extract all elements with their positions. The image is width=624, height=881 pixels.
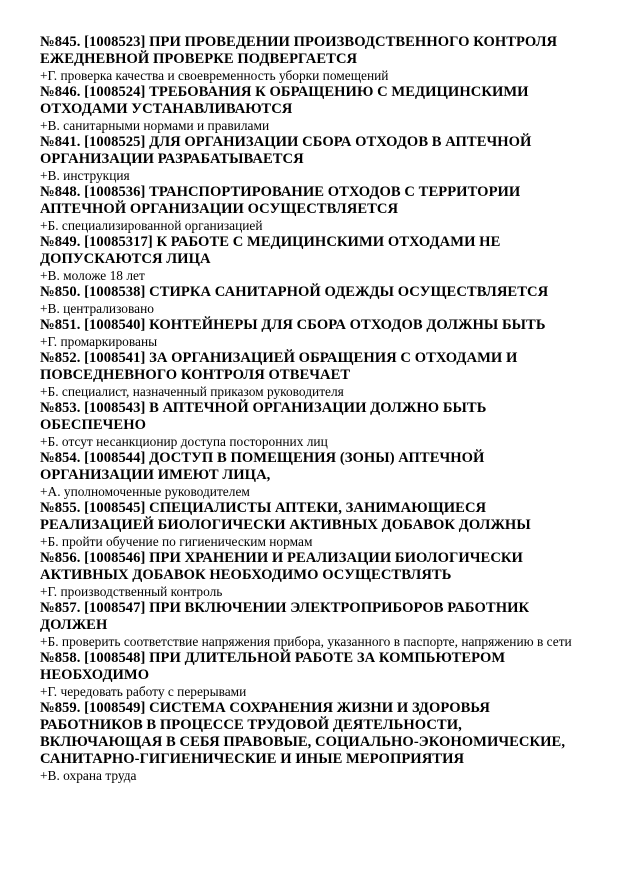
- question-item: [40, 284, 584, 317]
- answer-text: +В. централизовано: [40, 301, 154, 316]
- question-text: №850. [1008538] СТИРКА САНИТАРНОЙ ОДЕЖДЫ ОСУЩЕСТВЛЯЕТСЯ: [40, 284, 549, 300]
- answer-text: +В. моложе 18 лет: [40, 268, 145, 283]
- question-item: [40, 650, 584, 700]
- question-text: №845. [1008523] ПРИ ПРОВЕДЕНИИ ПРОИЗВОДСТВЕННОГО КОНТРОЛЯ ЕЖЕДНЕВНОЙ ПРОВЕРКЕ ПОДВЕРГАЕТСЯ: [40, 34, 558, 67]
- answer-text: +Б. специализированной организацией: [40, 218, 263, 233]
- answer-text: +Б. специалист, назначенный приказом руководителя: [40, 384, 344, 399]
- question-text: №854. [1008544] ДОСТУП В ПОМЕЩЕНИЯ (ЗОНЫ) АПТЕЧНОЙ ОРГАНИЗАЦИИ ИМЕЮТ ЛИЦА,: [40, 450, 485, 483]
- question-text: №841. [1008525] ДЛЯ ОРГАНИЗАЦИИ СБОРА ОТХОДОВ В АПТЕЧНОЙ ОРГАНИЗАЦИИ РАЗРАБАТЫВАЕТСЯ: [40, 134, 532, 167]
- question-item: [40, 550, 584, 600]
- answer-text: +Г. проверка качества и своевременность уборки помещений: [40, 68, 389, 83]
- question-text: №853. [1008543] В АПТЕЧНОЙ ОРГАНИЗАЦИИ ДОЛЖНО БЫТЬ ОБЕСПЕЧЕНО: [40, 400, 487, 433]
- answer-text: +В. санитарными нормами и правилами: [40, 118, 270, 133]
- answer-text: +Г. чередовать работу с перерывами: [40, 684, 247, 699]
- answer-text: +Б. проверить соответствие напряжения прибора, указанного в паспорте, напряжению в сети: [40, 634, 572, 649]
- question-item: [40, 450, 584, 500]
- question-text: №848. [1008536] ТРАНСПОРТИРОВАНИЕ ОТХОДОВ С ТЕРРИТОРИИ АПТЕЧНОЙ ОРГАНИЗАЦИИ ОСУЩЕСТВЛЯЕТСЯ: [40, 184, 521, 217]
- question-item: [40, 350, 584, 400]
- answer-text: +Г. промаркированы: [40, 334, 158, 349]
- question-text: №849. [10085317] К РАБОТЕ С МЕДИЦИНСКИМИ ОТХОДАМИ НЕ ДОПУСКАЮТСЯ ЛИЦА: [40, 234, 501, 267]
- question-text: №846. [1008524] ТРЕБОВАНИЯ К ОБРАЩЕНИЮ С МЕДИЦИНСКИМИ ОТХОДАМИ УСТАНАВЛИВАЮТСЯ: [40, 84, 529, 117]
- answer-text: +Б. отсут несанкционир доступа посторонних лиц: [40, 434, 328, 449]
- answer-text: +Г. производственный контроль: [40, 584, 223, 599]
- question-item: [40, 184, 584, 234]
- question-text: №858. [1008548] ПРИ ДЛИТЕЛЬНОЙ РАБОТЕ ЗА КОМПЬЮТЕРОМ НЕОБХОДИМО: [40, 650, 506, 683]
- question-text: №855. [1008545] СПЕЦИАЛИСТЫ АПТЕКИ, ЗАНИМАЮЩИЕСЯ РЕАЛИЗАЦИЕЙ БИОЛОГИЧЕСКИ АКТИВНЫХ ДОБАВОК ДОЛЖНЫ: [40, 500, 531, 533]
- question-item: [40, 600, 584, 650]
- question-item: [40, 34, 584, 84]
- question-text: №851. [1008540] КОНТЕЙНЕРЫ ДЛЯ СБОРА ОТХОДОВ ДОЛЖНЫ БЫТЬ: [40, 317, 546, 333]
- question-item: [40, 400, 584, 450]
- question-item: [40, 134, 584, 184]
- question-item: [40, 700, 584, 784]
- answer-text: +Б. пройти обучение по гигиеническим нормам: [40, 534, 313, 549]
- answer-text: +В. инструкция: [40, 168, 130, 183]
- question-item: [40, 84, 584, 134]
- question-item: [40, 317, 584, 350]
- question-text: №859. [1008549] СИСТЕМА СОХРАНЕНИЯ ЖИЗНИ И ЗДОРОВЬЯ РАБОТНИКОВ В ПРОЦЕССЕ ТРУДОВОЙ ДЕЯТЕЛЬНОСТИ, ВКЛЮЧАЮЩАЯ В СЕБЯ ПРАВОВЫЕ, СОЦИАЛЬНО-ЭКОНОМИЧЕСКИЕ, САНИТАРНО-ГИГИЕНИЧЕСКИЕ И ИНЫЕ МЕРОПРИЯТИЯ: [40, 700, 566, 767]
- question-text: №852. [1008541] ЗА ОРГАНИЗАЦИЕЙ ОБРАЩЕНИЯ С ОТХОДАМИ И ПОВСЕДНЕВНОГО КОНТРОЛЯ ОТВЕЧАЕТ: [40, 350, 518, 383]
- question-item: [40, 500, 584, 550]
- question-text: №857. [1008547] ПРИ ВКЛЮЧЕНИИ ЭЛЕКТРОПРИБОРОВ РАБОТНИК ДОЛЖЕН: [40, 600, 530, 633]
- answer-text: +В. охрана труда: [40, 768, 137, 783]
- question-text: №856. [1008546] ПРИ ХРАНЕНИИ И РЕАЛИЗАЦИИ БИОЛОГИЧЕСКИ АКТИВНЫХ ДОБАВОК НЕОБХОДИМО ОСУЩЕСТВЛЯТЬ: [40, 550, 523, 583]
- answer-text: +А. уполномоченные руководителем: [40, 484, 250, 499]
- question-item: [40, 234, 584, 284]
